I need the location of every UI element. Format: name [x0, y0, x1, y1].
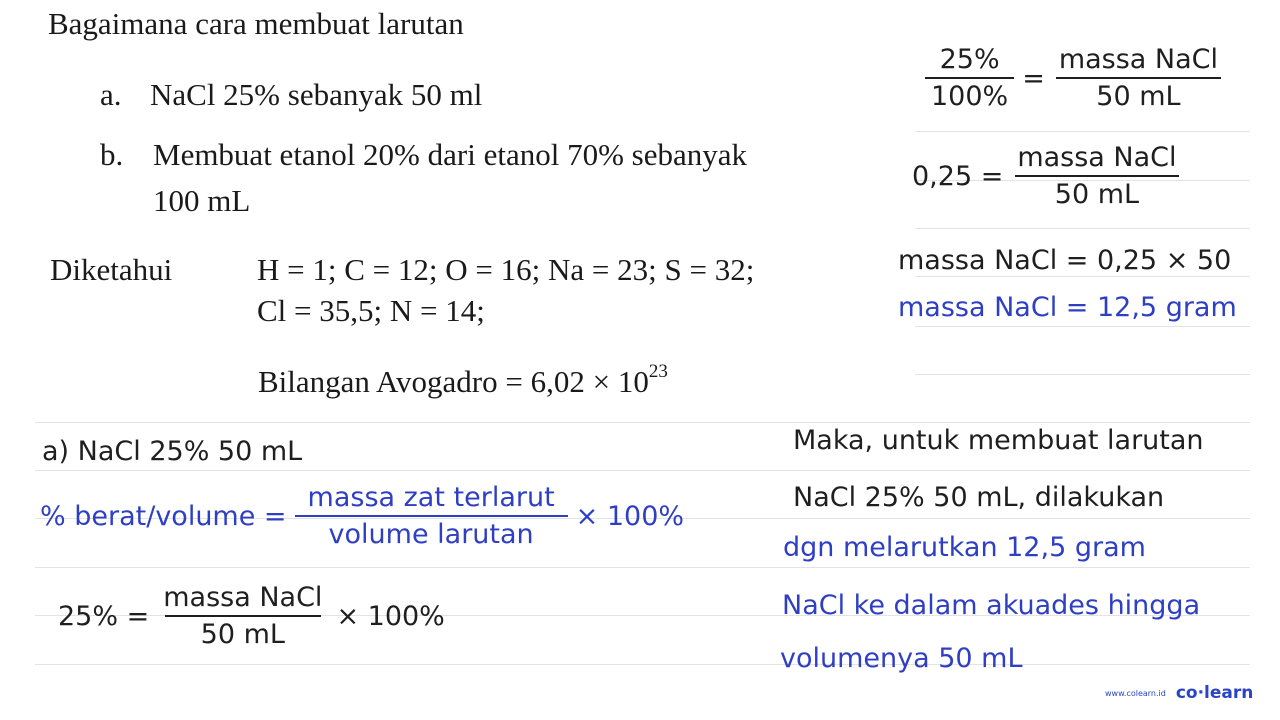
mass-fraction: [1011, 142, 1182, 210]
rule-line: [35, 470, 1250, 471]
equals-sign: =: [1022, 62, 1045, 94]
colearn-logo: co·learn: [1175, 683, 1254, 703]
equation-lhs: 25% =: [58, 600, 150, 632]
known-values-line2: Cl = 35,5; N = 14;: [257, 293, 485, 328]
mass-multiplication: massa NaCl = 0,25 × 50: [898, 245, 1232, 276]
fraction-numerator: 25%: [939, 44, 1000, 75]
substituted-equation: [58, 582, 445, 650]
known-values-line1: H = 1; C = 12; O = 16; Na = 23; S = 32;: [257, 252, 755, 287]
rule-line: [915, 131, 1250, 132]
fraction-denominator: 50 mL: [1056, 77, 1220, 112]
conclusion-line-4: NaCl ke dalam akuades hingga: [782, 590, 1201, 621]
fraction-numerator: massa NaCl: [163, 582, 323, 613]
conclusion-line-5: volumenya 50 mL: [780, 643, 1023, 674]
item-a-text: NaCl 25% sebanyak 50 ml: [150, 77, 483, 112]
mass-fraction: [157, 582, 328, 650]
fraction-numerator: massa NaCl: [1058, 44, 1219, 75]
percent-wv-formula: [40, 482, 684, 550]
equation-tail: × 100%: [336, 600, 445, 632]
rule-line: [915, 374, 1250, 375]
ratio-percent-fraction: [925, 44, 1014, 112]
conclusion-line-3: dgn melarutkan 12,5 gram: [783, 532, 1146, 563]
rule-line: [915, 228, 1250, 229]
item-a-marker: a.: [100, 77, 122, 112]
brand-website: www.colearn.id: [1105, 688, 1166, 698]
avogadro-number: Bilangan Avogadro = $6,02 \times 10^{23}$: [258, 360, 668, 399]
item-b-text-line1: Membuat etanol 20% dari etanol 70% sebanyak: [153, 137, 747, 172]
rule-line: [35, 664, 1250, 665]
conclusion-line-2: NaCl 25% 50 mL, dilakukan: [793, 482, 1165, 513]
fraction-denominator: volume larutan: [295, 515, 568, 550]
fraction-denominator: 100%: [925, 77, 1014, 112]
avogadro-exponent: 23: [648, 360, 668, 382]
known-label: Diketahui: [50, 252, 173, 287]
formula-fraction: [295, 482, 568, 550]
conclusion-line-1: Maka, untuk membuat larutan: [793, 425, 1204, 456]
rule-line: [35, 422, 1250, 423]
formula-tail: × 100%: [575, 500, 685, 532]
solution-a-heading: a) NaCl 25% 50 mL: [42, 436, 303, 467]
formula-lhs: % berat/volume =: [40, 500, 287, 532]
question-intro: Bagaimana cara membuat larutan: [48, 6, 464, 41]
fraction-numerator: massa zat terlarut: [307, 482, 555, 513]
ratio-equation: [925, 44, 1224, 112]
ratio-mass-fraction: [1053, 44, 1224, 112]
fraction-numerator: massa NaCl: [1017, 142, 1177, 173]
decimal-equation: [912, 142, 1183, 210]
fraction-denominator: 50 mL: [1015, 175, 1179, 210]
fraction-denominator: 50 mL: [165, 615, 321, 650]
mass-result: massa NaCl = 12,5 gram: [898, 292, 1237, 323]
item-b-text-line2: 100 mL: [153, 183, 251, 218]
rule-line: [35, 567, 1250, 568]
item-b-marker: b.: [100, 137, 124, 172]
equation-lhs: 0,25 =: [912, 160, 1004, 192]
rule-line: [915, 276, 1250, 277]
brand-footer: [1105, 683, 1253, 703]
rule-line: [915, 326, 1250, 327]
